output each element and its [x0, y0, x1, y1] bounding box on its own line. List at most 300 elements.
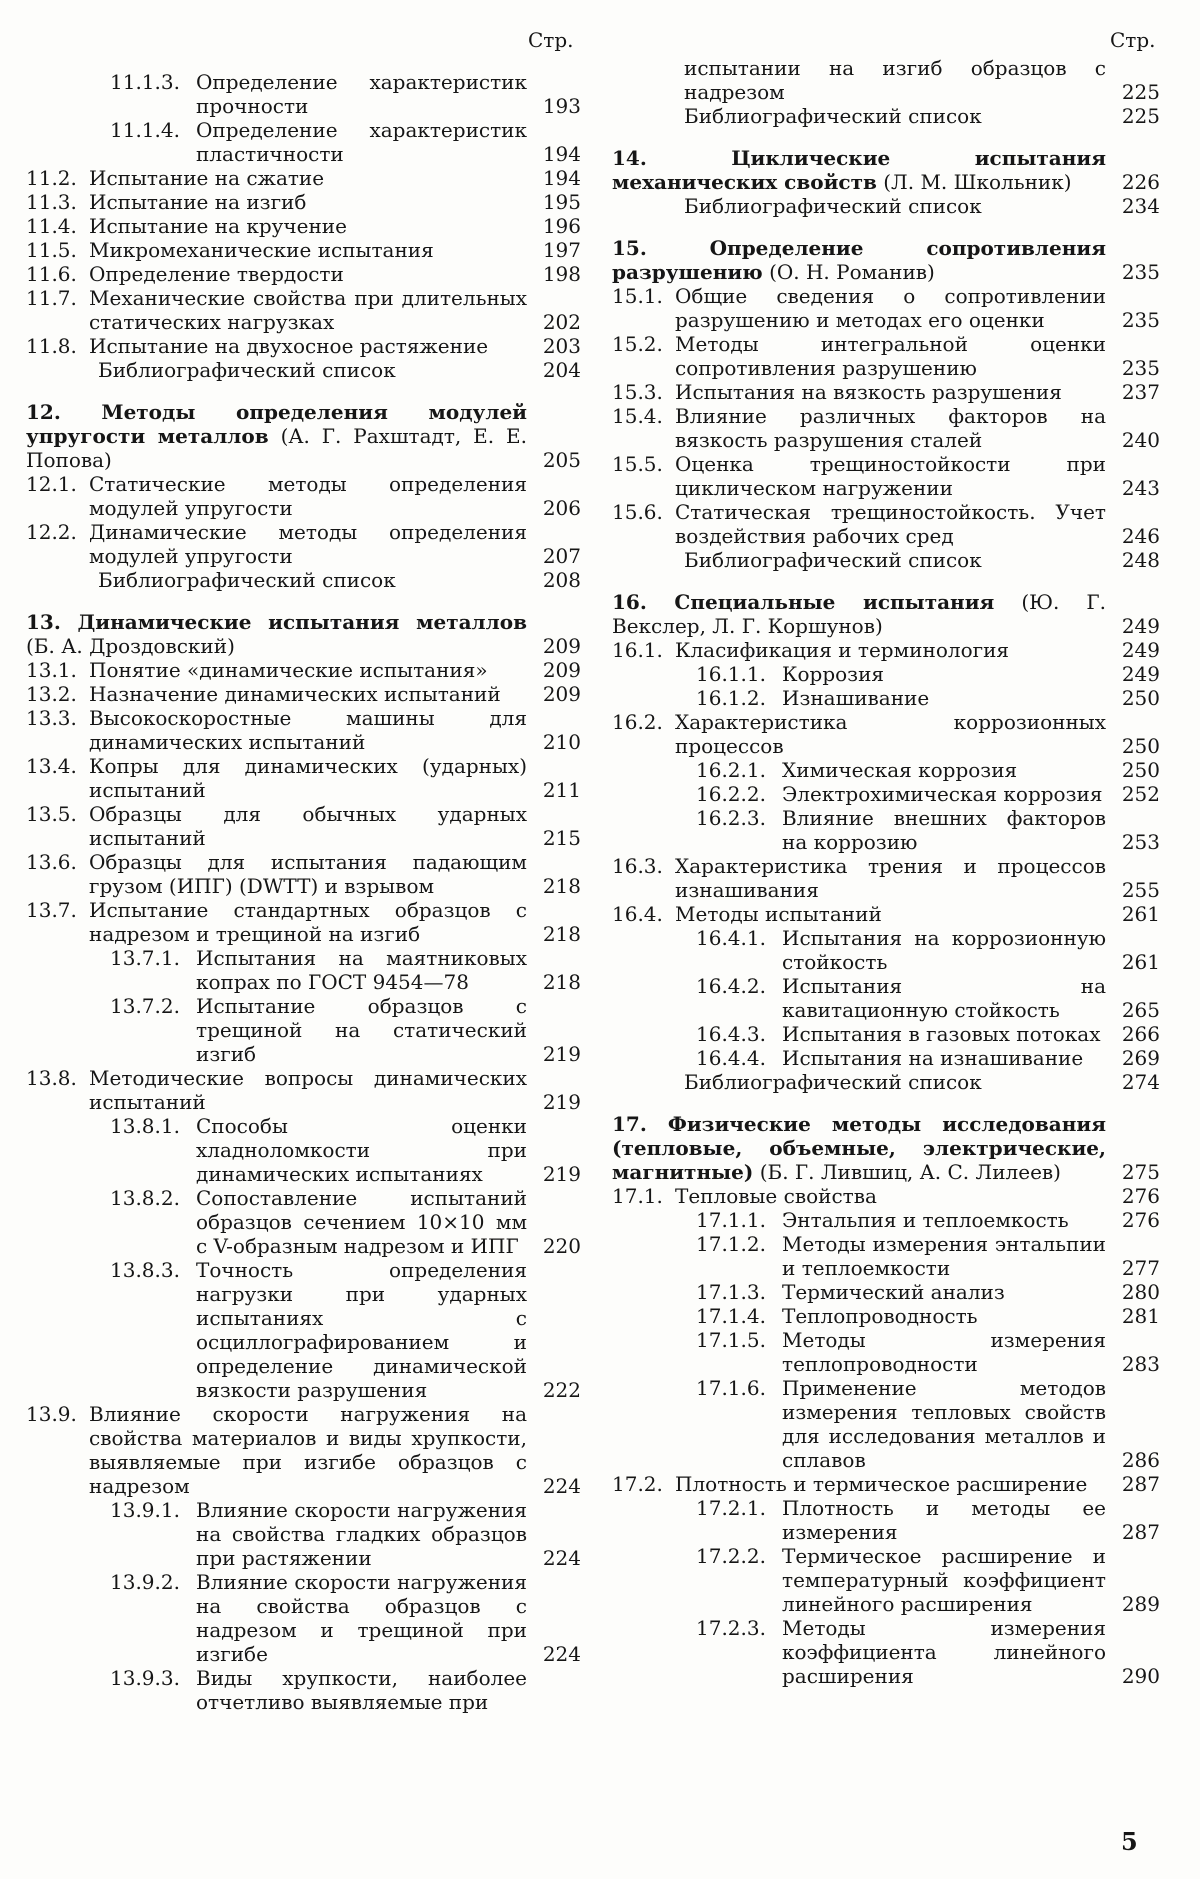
entry-title: Статические методы определения модулей упругости	[89, 472, 527, 520]
entry-label	[612, 500, 1106, 548]
entry-number: 15.5.	[612, 452, 663, 476]
chapter-title: 16. Специальные испытания	[612, 590, 995, 614]
entry-title: Влияние различных факторов на вязкость разрушения сталей	[675, 404, 1106, 452]
page-ref: 276	[1121, 1184, 1160, 1208]
entry-number: 11.1.3.	[110, 70, 180, 94]
entry-label	[26, 1498, 527, 1570]
toc-entry	[612, 1328, 1160, 1376]
entry-title: Методы измерения коэффициента линейного расширения	[782, 1616, 1106, 1688]
page-ref: 290	[1121, 1664, 1160, 1688]
entry-title: Библиографический список	[684, 548, 982, 572]
toc-entry	[612, 1376, 1160, 1472]
entry-label	[26, 1570, 527, 1666]
chapter-authors: (Б. А. Дроздовский)	[26, 634, 235, 658]
page-ref: 250	[1121, 686, 1160, 710]
toc-entry	[26, 358, 581, 382]
entry-number: 11.1.4.	[110, 118, 180, 142]
entry-title: Химическая коррозия	[782, 758, 1018, 782]
chapter-authors: (О. Н. Романив)	[769, 260, 935, 284]
toc-entry	[26, 472, 581, 520]
entry-number: 13.9.1.	[110, 1498, 180, 1522]
entry-title: Микромеханические испытания	[89, 238, 434, 262]
entry-title: Применение методов измерения тепловых свойств для исследования металлов и сплавов	[782, 1376, 1106, 1472]
toc-entry	[26, 706, 581, 754]
entry-label	[612, 974, 1106, 1022]
entry-number: 13.7.2.	[110, 994, 180, 1018]
entry-label	[26, 682, 527, 706]
toc-entry	[612, 1070, 1160, 1094]
chapter-heading	[26, 400, 581, 472]
page-column-header: Стр.	[1110, 28, 1156, 52]
entry-number: 13.9.2.	[110, 1570, 180, 1594]
page-ref: 253	[1121, 830, 1160, 854]
toc-entry	[26, 802, 581, 850]
chapter-title: 15. Определение сопротивления разрушению	[612, 236, 1106, 284]
page-ref: 240	[1121, 428, 1160, 452]
entry-title: Динамические методы определения модулей упругости	[89, 520, 527, 568]
toc-entry	[612, 104, 1160, 128]
entry-label	[612, 1376, 1106, 1472]
page-ref: 194	[542, 166, 581, 190]
entry-number: 13.4.	[26, 754, 77, 778]
entry-number: 17.2.	[612, 1472, 663, 1496]
entry-label	[612, 1328, 1106, 1376]
page-ref: 252	[1121, 782, 1160, 806]
entry-title: Библиографический список	[684, 194, 982, 218]
entry-number: 16.1.	[612, 638, 663, 662]
entry-title: Определение характеристик прочности	[196, 70, 527, 118]
page-ref: 197	[542, 238, 581, 262]
page-ref: 206	[542, 496, 581, 520]
toc-entry	[612, 1184, 1160, 1208]
page-ref: 208	[542, 568, 581, 592]
entry-title	[612, 236, 1106, 284]
entry-label	[26, 520, 527, 568]
toc-entry	[612, 902, 1160, 926]
entry-number: 13.8.	[26, 1066, 77, 1090]
entry-label	[26, 610, 527, 658]
entry-title: Влияние внешних факторов на коррозию	[782, 806, 1106, 854]
page-ref: 250	[1121, 758, 1160, 782]
chapter-heading	[612, 590, 1160, 638]
entry-number: 12.2.	[26, 520, 77, 544]
page-ref: 226	[1121, 170, 1160, 194]
toc-entry	[26, 1498, 581, 1570]
entry-label	[26, 1186, 527, 1258]
entry-number: 17.1.1.	[696, 1208, 766, 1232]
page-ref: 193	[542, 94, 581, 118]
page-ref: 215	[542, 826, 581, 850]
entry-title	[612, 590, 1106, 638]
page-ref: 286	[1121, 1448, 1160, 1472]
entry-number: 13.3.	[26, 706, 77, 730]
entry-title: Испытание образцов с трещиной на статический изгиб	[196, 994, 527, 1066]
page-ref: 261	[1121, 902, 1160, 926]
entry-title: Копры для динамических (ударных) испытаний	[89, 754, 527, 802]
toc-entry	[612, 404, 1160, 452]
entry-label	[26, 1402, 527, 1498]
page-ref: 209	[542, 634, 581, 658]
chapter-authors: (Б. Г. Лившиц, А. С. Лилеев)	[759, 1160, 1061, 1184]
entry-label	[612, 104, 1106, 128]
entry-label	[26, 706, 527, 754]
entry-number: 11.3.	[26, 190, 77, 214]
entry-number: 11.7.	[26, 286, 77, 310]
page-ref: 280	[1121, 1280, 1160, 1304]
entry-label	[26, 658, 527, 682]
entry-title: Изнашивание	[782, 686, 930, 710]
entry-label	[612, 1208, 1106, 1232]
page-ref: 195	[542, 190, 581, 214]
toc-entry	[612, 686, 1160, 710]
entry-number: 16.1.2.	[696, 686, 766, 710]
entry-title: Сопоставление испытаний образцов сечением 10×10 мм с V-образным надрезом и ИПГ	[196, 1186, 527, 1258]
page-ref: 207	[542, 544, 581, 568]
entry-number: 11.8.	[26, 334, 77, 358]
entry-title: Тепловые свойства	[675, 1184, 877, 1208]
entry-title: Термическое расширение и температурный коэффициент линейного расширения	[782, 1544, 1106, 1616]
entry-title: Библиографический список	[684, 104, 982, 128]
toc-entry	[612, 1304, 1160, 1328]
entry-title: Испытания на изнашивание	[782, 1046, 1084, 1070]
entry-label	[612, 194, 1106, 218]
entry-title: Назначение динамических испытаний	[89, 682, 501, 706]
toc-entry	[612, 1544, 1160, 1616]
entry-number: 17.1.5.	[696, 1328, 766, 1352]
entry-number: 17.2.1.	[696, 1496, 766, 1520]
entry-number: 15.1.	[612, 284, 663, 308]
toc-entry	[26, 898, 581, 946]
toc-entry	[612, 194, 1160, 218]
entry-number: 15.4.	[612, 404, 663, 428]
page-ref: 202	[542, 310, 581, 334]
entry-title: Характеристика трения и процессов изнашивания	[675, 854, 1106, 902]
entry-label	[612, 1280, 1106, 1304]
page-ref: 265	[1121, 998, 1160, 1022]
entry-title: Характеристика коррозионных процессов	[675, 710, 1106, 758]
entry-label	[26, 1114, 527, 1186]
toc-entry	[612, 710, 1160, 758]
entry-title: Точность определения нагрузки при ударных испытаниях с осциллографированием и определение динамической вязкости разрушения	[196, 1258, 527, 1402]
page-ref: 220	[542, 1234, 581, 1258]
toc-entry	[26, 1066, 581, 1114]
entry-label	[26, 400, 527, 472]
toc-entry	[26, 946, 581, 994]
entry-title: Испытание на двухосное растяжение	[89, 334, 489, 358]
entry-number: 17.2.2.	[696, 1544, 766, 1568]
entry-label	[26, 238, 527, 262]
entry-title: Испытания в газовых потоках	[782, 1022, 1101, 1046]
page-ref: 222	[542, 1378, 581, 1402]
entry-number: 13.8.3.	[110, 1258, 180, 1282]
page-ref: 234	[1121, 194, 1160, 218]
entry-title: Библиографический список	[98, 358, 396, 382]
entry-title: Способы оценки хладноломкости при динамических испытаниях	[196, 1114, 527, 1186]
chapter-heading	[26, 610, 581, 658]
chapter-heading	[612, 236, 1160, 284]
toc-entry	[26, 568, 581, 592]
toc-entry	[26, 850, 581, 898]
page-ref: 269	[1121, 1046, 1160, 1070]
page-ref: 225	[1121, 80, 1160, 104]
entry-title: Испытание на сжатие	[89, 166, 325, 190]
page-ref: 209	[542, 658, 581, 682]
page-ref: 255	[1121, 878, 1160, 902]
chapter-authors: (А. Г. Рахштадт, Е. Е. Попова)	[26, 424, 527, 472]
entry-title: Определение твердости	[89, 262, 344, 286]
toc-entry	[612, 1046, 1160, 1070]
entry-label	[612, 146, 1106, 194]
toc-entry	[612, 926, 1160, 974]
toc-entry	[26, 520, 581, 568]
toc-entry	[612, 284, 1160, 332]
entry-label	[612, 1070, 1106, 1094]
page-ref: 224	[542, 1642, 581, 1666]
toc-entry	[26, 1402, 581, 1498]
entry-title: испытании на изгиб образцов с надрезом	[684, 56, 1106, 104]
entry-label	[612, 1472, 1106, 1496]
entry-number: 15.2.	[612, 332, 663, 356]
toc-entry	[26, 1114, 581, 1186]
toc-list	[26, 70, 581, 1714]
entry-label	[612, 926, 1106, 974]
toc-entry	[612, 332, 1160, 380]
entry-number: 17.1.4.	[696, 1304, 766, 1328]
toc-entry	[26, 1666, 581, 1714]
toc-entry	[612, 806, 1160, 854]
toc-entry	[26, 166, 581, 190]
entry-number: 16.2.1.	[696, 758, 766, 782]
entry-title: Оценка трещиностойкости при циклическом нагружении	[675, 452, 1106, 500]
toc-entry	[26, 994, 581, 1066]
entry-label	[612, 662, 1106, 686]
entry-label	[612, 758, 1106, 782]
entry-label	[26, 358, 527, 382]
entry-title	[612, 146, 1106, 194]
entry-label	[26, 118, 527, 166]
toc-entry	[612, 1616, 1160, 1688]
entry-title	[612, 1112, 1106, 1184]
toc-entry	[26, 70, 581, 118]
toc-entry	[26, 238, 581, 262]
entry-title: Класификация и терминология	[675, 638, 1010, 662]
entry-label	[612, 1232, 1106, 1280]
entry-label	[612, 284, 1106, 332]
page-ref: 249	[1121, 614, 1160, 638]
entry-label	[612, 782, 1106, 806]
entry-number: 16.4.1.	[696, 926, 766, 950]
page-ref: 196	[542, 214, 581, 238]
toc-entry	[612, 1208, 1160, 1232]
page-ref: 261	[1121, 950, 1160, 974]
entry-number: 12.1.	[26, 472, 77, 496]
entry-title: Методы интегральной оценки сопротивления разрушению	[675, 332, 1106, 380]
page-ref: 210	[542, 730, 581, 754]
entry-label	[612, 1544, 1106, 1616]
page-ref: 248	[1121, 548, 1160, 572]
page-number: 5	[1121, 1827, 1138, 1856]
entry-number: 13.1.	[26, 658, 77, 682]
entry-label	[612, 548, 1106, 572]
entry-number: 16.2.2.	[696, 782, 766, 806]
entry-title: Испытания на коррозионную стойкость	[782, 926, 1106, 974]
entry-label	[26, 472, 527, 520]
entry-title: Методические вопросы динамических испытаний	[89, 1066, 527, 1114]
page-ref: 275	[1121, 1160, 1160, 1184]
entry-number: 16.3.	[612, 854, 663, 878]
entry-title: Теплопроводность	[782, 1304, 978, 1328]
page-ref: 219	[542, 1162, 581, 1186]
entry-label	[26, 1258, 527, 1402]
entry-label	[612, 638, 1106, 662]
page-ref: 289	[1121, 1592, 1160, 1616]
entry-title: Влияние скорости нагружения на свойства гладких образцов при растяжении	[196, 1498, 527, 1570]
entry-title: Испытание на кручение	[89, 214, 347, 238]
entry-label	[612, 590, 1106, 638]
entry-label	[612, 404, 1106, 452]
entry-number: 13.5.	[26, 802, 77, 826]
page-ref: 205	[542, 448, 581, 472]
entry-title: Электрохимическая коррозия	[782, 782, 1103, 806]
toc-entry	[26, 262, 581, 286]
chapter-title: 12. Методы определения модулей упругости металлов	[26, 400, 527, 448]
page-ref: 211	[542, 778, 581, 802]
entry-number: 17.2.3.	[696, 1616, 766, 1640]
entry-title: Образцы для испытания падающим грузом (ИПГ) (DWTT) и взрывом	[89, 850, 527, 898]
entry-title: Механические свойства при длительных статических нагрузках	[89, 286, 527, 334]
entry-title: Коррозия	[782, 662, 885, 686]
page-ref: 224	[542, 1546, 581, 1570]
entry-label	[26, 754, 527, 802]
entry-label	[26, 1666, 527, 1714]
entry-label	[612, 1184, 1106, 1208]
page-ref: 274	[1121, 1070, 1160, 1094]
entry-number: 15.6.	[612, 500, 663, 524]
toc-entry	[612, 1280, 1160, 1304]
toc-entry	[612, 1022, 1160, 1046]
page-ref: 194	[542, 142, 581, 166]
toc-entry	[612, 500, 1160, 548]
entry-number: 15.3.	[612, 380, 663, 404]
entry-title: Испытания на маятниковых копрах по ГОСТ 9454—78	[196, 946, 527, 994]
entry-label	[612, 854, 1106, 902]
entry-title: Испытания на кавитационную стойкость	[782, 974, 1106, 1022]
entry-title: Испытания на вязкость разрушения	[675, 380, 1062, 404]
chapter-title: 13. Динамические испытания металлов	[26, 610, 527, 634]
page-ref: 249	[1121, 662, 1160, 686]
entry-title: Методы измерения теплопроводности	[782, 1328, 1106, 1376]
page-ref: 218	[542, 922, 581, 946]
page-ref: 277	[1121, 1256, 1160, 1280]
entry-label	[26, 994, 527, 1066]
chapter-authors: (Ю. Г. Векслер, Л. Г. Коршунов)	[612, 590, 1106, 638]
entry-number: 16.1.1.	[696, 662, 766, 686]
page-ref: 225	[1121, 104, 1160, 128]
toc-entry	[612, 662, 1160, 686]
toc-entry	[26, 214, 581, 238]
entry-number: 13.9.	[26, 1402, 77, 1426]
page-ref: 283	[1121, 1352, 1160, 1376]
page-ref: 249	[1121, 638, 1160, 662]
chapter-authors: (Л. М. Школьник)	[883, 170, 1072, 194]
entry-title: Влияние скорости нагружения на свойства образцов с надрезом и трещиной при изгибе	[196, 1570, 527, 1666]
entry-label	[612, 332, 1106, 380]
toc-entry	[612, 782, 1160, 806]
toc-entry	[612, 452, 1160, 500]
entry-number: 13.2.	[26, 682, 77, 706]
entry-label	[612, 1022, 1106, 1046]
entry-label	[26, 70, 527, 118]
entry-title: Плотность и методы ее измерения	[782, 1496, 1106, 1544]
toc-entry	[26, 682, 581, 706]
entry-number: 11.6.	[26, 262, 77, 286]
entry-number: 11.5.	[26, 238, 77, 262]
entry-title	[26, 610, 527, 658]
chapter-title: 17. Физические методы исследования (тепловые, объемные, электрические, магнитные)	[612, 1112, 1106, 1184]
page-ref: 243	[1121, 476, 1160, 500]
chapter-heading	[612, 146, 1160, 194]
page-ref: 235	[1121, 260, 1160, 284]
entry-number: 17.1.	[612, 1184, 663, 1208]
entry-label	[26, 568, 527, 592]
page-ref: 276	[1121, 1208, 1160, 1232]
toc-entry	[26, 190, 581, 214]
entry-number: 17.1.6.	[696, 1376, 766, 1400]
entry-number: 16.4.	[612, 902, 663, 926]
entry-number: 13.9.3.	[110, 1666, 180, 1690]
entry-label	[612, 380, 1106, 404]
toc-entry	[612, 380, 1160, 404]
entry-label	[26, 334, 527, 358]
entry-label	[612, 902, 1106, 926]
entry-title	[26, 400, 527, 472]
page-ref: 224	[542, 1474, 581, 1498]
toc-entry	[612, 56, 1160, 104]
entry-number: 13.8.2.	[110, 1186, 180, 1210]
toc-entry	[26, 754, 581, 802]
toc-entry	[26, 1186, 581, 1258]
entry-label	[26, 946, 527, 994]
page-ref: 250	[1121, 734, 1160, 758]
entry-title: Методы испытаний	[675, 902, 882, 926]
toc-entry	[612, 1232, 1160, 1280]
page-ref: 203	[542, 334, 581, 358]
toc-entry	[612, 548, 1160, 572]
entry-number: 16.4.4.	[696, 1046, 766, 1070]
entry-label	[612, 452, 1106, 500]
entry-label	[26, 214, 527, 238]
entry-title: Библиографический список	[684, 1070, 982, 1094]
entry-number: 13.7.1.	[110, 946, 180, 970]
toc-entry	[612, 638, 1160, 662]
page-ref: 209	[542, 682, 581, 706]
toc-entry	[26, 286, 581, 334]
entry-title: Библиографический список	[98, 568, 396, 592]
entry-number: 17.1.3.	[696, 1280, 766, 1304]
entry-label	[612, 56, 1106, 104]
entry-title: Плотность и термическое расширение	[675, 1472, 1088, 1496]
entry-label	[26, 898, 527, 946]
entry-label	[612, 710, 1106, 758]
entry-label	[26, 286, 527, 334]
chapter-title: 14. Циклические испытания механических свойств	[612, 146, 1106, 194]
page-ref: 218	[542, 874, 581, 898]
page-ref: 235	[1121, 356, 1160, 380]
toc-entry	[26, 118, 581, 166]
toc-entry	[26, 1570, 581, 1666]
entry-title: Общие сведения о сопротивлении разрушению и методах его оценки	[675, 284, 1106, 332]
entry-title: Статическая трещиностойкость. Учет воздействия рабочих сред	[675, 500, 1106, 548]
